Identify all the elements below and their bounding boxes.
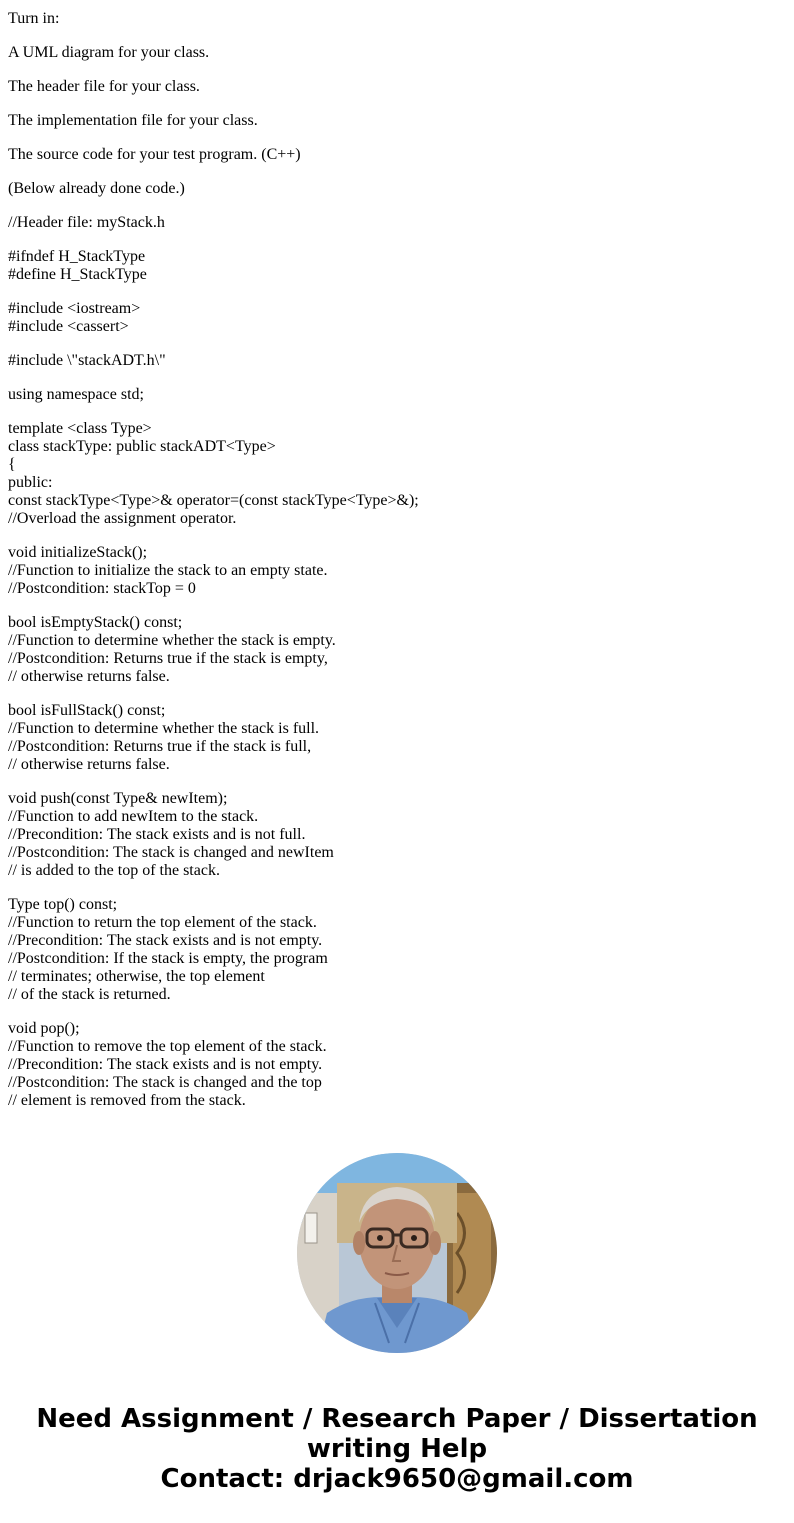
text-paragraph — [8, 10, 786, 28]
text-line: //Precondition: The stack exists and is not empty. — [8, 932, 323, 949]
text-line: #include \"stackADT.h\" — [8, 352, 166, 369]
text-line: void initializeStack(); — [8, 544, 148, 561]
text-line: The header file for your class. — [8, 78, 200, 95]
author-avatar — [297, 1153, 497, 1353]
text-paragraph — [8, 896, 786, 1004]
person-photo-icon — [297, 1153, 497, 1353]
text-paragraph — [8, 1020, 786, 1110]
promo-line: writing Help — [306, 1434, 488, 1464]
text-paragraph — [8, 544, 786, 598]
text-line: { — [8, 456, 16, 473]
text-paragraph — [8, 78, 786, 96]
text-line: bool isEmptyStack() const; — [8, 614, 183, 631]
text-paragraph — [8, 44, 786, 62]
text-line: //Function to remove the top element of the stack. — [8, 1038, 327, 1055]
text-line: // is added to the top of the stack. — [8, 862, 220, 879]
text-paragraph — [8, 702, 786, 774]
text-paragraph — [8, 180, 786, 198]
text-line: //Precondition: The stack exists and is not empty. — [8, 1056, 323, 1073]
text-line: The implementation file for your class. — [8, 112, 258, 129]
text-paragraph — [8, 614, 786, 686]
text-paragraph — [8, 420, 786, 528]
text-line: #include <cassert> — [8, 318, 129, 335]
text-line: //Header file: myStack.h — [8, 214, 165, 231]
text-line: //Precondition: The stack exists and is not full. — [8, 826, 306, 843]
text-line: //Postcondition: If the stack is empty, the program — [8, 950, 328, 967]
text-line: // otherwise returns false. — [8, 756, 170, 773]
text-paragraph — [8, 300, 786, 336]
text-line: const stackType<Type>& operator=(const stackType<Type>&); — [8, 492, 419, 509]
text-line: using namespace std; — [8, 386, 144, 403]
text-line: template <class Type> — [8, 420, 152, 437]
text-line: bool isFullStack() const; — [8, 702, 166, 719]
promo-banner — [0, 1404, 794, 1494]
text-paragraph — [8, 790, 786, 880]
text-line: //Function to determine whether the stack is full. — [8, 720, 320, 737]
text-line: public: — [8, 474, 53, 491]
text-line: void push(const Type& newItem); — [8, 790, 228, 807]
text-line: //Postcondition: The stack is changed and the top — [8, 1074, 322, 1091]
text-line: #include <iostream> — [8, 300, 141, 317]
text-line: //Function to return the top element of the stack. — [8, 914, 317, 931]
text-paragraph — [8, 386, 786, 404]
promo-contact: Contact: drjack9650@gmail.com — [160, 1464, 634, 1494]
text-line: // of the stack is returned. — [8, 986, 171, 1003]
text-line: //Function to initialize the stack to an empty state. — [8, 562, 328, 579]
text-paragraph — [8, 146, 786, 164]
text-line: //Overload the assignment operator. — [8, 510, 237, 527]
text-paragraph — [8, 112, 786, 130]
promo-line: Need Assignment / Research Paper / Dissertation — [36, 1404, 758, 1434]
document-body — [8, 10, 786, 1126]
text-paragraph — [8, 248, 786, 284]
text-line: // element is removed from the stack. — [8, 1092, 246, 1109]
text-line: The source code for your test program. (C++) — [8, 146, 301, 163]
text-line: A UML diagram for your class. — [8, 44, 210, 61]
text-paragraph — [8, 352, 786, 370]
text-paragraph — [8, 214, 786, 232]
text-line: #ifndef H_StackType — [8, 248, 146, 265]
text-line: // otherwise returns false. — [8, 668, 170, 685]
text-line: //Function to add newItem to the stack. — [8, 808, 259, 825]
text-line: Turn in: — [8, 10, 60, 27]
text-line: // terminates; otherwise, the top element — [8, 968, 265, 985]
text-line: //Postcondition: Returns true if the stack is empty, — [8, 650, 328, 667]
text-line: //Postcondition: The stack is changed and newItem — [8, 844, 334, 861]
text-line: //Function to determine whether the stack is empty. — [8, 632, 336, 649]
text-line: (Below already done code.) — [8, 180, 185, 197]
text-line: //Postcondition: stackTop = 0 — [8, 580, 196, 597]
text-line: class stackType: public stackADT<Type> — [8, 438, 276, 455]
text-line: #define H_StackType — [8, 266, 147, 283]
text-line: //Postcondition: Returns true if the stack is full, — [8, 738, 312, 755]
text-line: Type top() const; — [8, 896, 118, 913]
text-line: void pop(); — [8, 1020, 80, 1037]
